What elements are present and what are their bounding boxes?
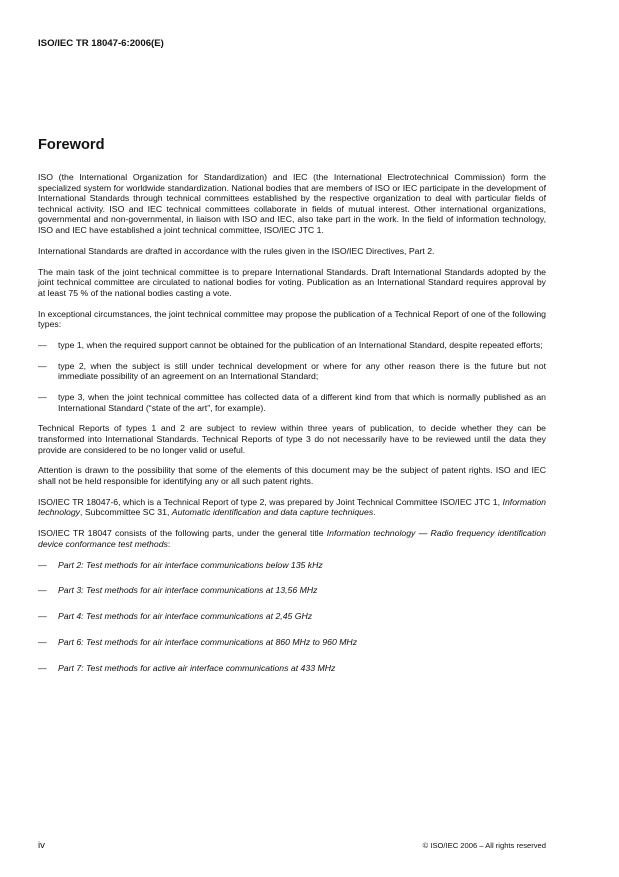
- text-run: , Subcommittee SC 31,: [80, 507, 172, 518]
- part-title: Part 4: Test methods for air interface communications at 2,45 GHz: [58, 611, 313, 622]
- text-run: ISO/IEC TR 18047 consists of the following parts, under the general title: [38, 528, 327, 539]
- paragraph-intro: ISO (the International Organization for Standardization) and IEC (the International Electrotechnical Commission) form the specialized system for worldwide standardization. National bodies that are members of ISO or IEC participate in the development of International Standards through technical committees established by the respective organization to deal with particular fields of technical activity. ISO and IEC technical committees collaborate in fields of mutual interest. Other international organizations, governmental and non-governmental, in liaison with ISO and IEC, also take part in the work. In the field of information technology, ISO and IEC have established a joint technical committee, ISO/IEC JTC 1.: [38, 172, 546, 235]
- dash-bullet: —: [38, 585, 47, 596]
- text-run: .: [373, 507, 376, 518]
- foreword-body: [38, 172, 546, 689]
- list-item-type-2: [38, 361, 546, 382]
- list-item-part-4: [38, 611, 546, 622]
- dash-bullet: —: [38, 611, 47, 622]
- paragraph-main-task: The main task of the joint technical committee is to prepare International Standards. Draft International Standards adopted by the joint technical committee are circulated to national bodies for voting. Publication as an International Standard requires approval by at least 75 % of the national bodies casting a vote.: [38, 266, 546, 298]
- section-title: Foreword: [38, 137, 105, 153]
- list-item-text: type 1, when the required support cannot be obtained for the publication of an International Standard, despite repeated efforts;: [58, 339, 543, 350]
- paragraph-parts-intro: [38, 528, 546, 549]
- document-header-id: ISO/IEC TR 18047-6:2006(E): [38, 38, 164, 49]
- part-title: Part 3: Test methods for air interface communications at 13,56 MHz: [58, 585, 318, 596]
- parts-list: [38, 560, 546, 675]
- list-item-text: type 3, when the joint technical committee has collected data of a different kind from that which is normally published as an International Standard (“state of the art”, for example).: [58, 392, 546, 413]
- list-item-text: type 2, when the subject is still under technical development or where for any other reason there is the future but not immediate possibility of an agreement on an International Standard;: [58, 360, 546, 382]
- dash-bullet: —: [38, 360, 47, 371]
- list-item-type-1: [38, 340, 546, 351]
- italic-committee-title: Information technology: [38, 496, 546, 518]
- dash-bullet: —: [38, 392, 47, 403]
- part-title: Part 2: Test methods for air interface communications below 135 kHz: [58, 559, 323, 570]
- italic-general-title: Information technology — Radio frequency identification device conformance test methods: [38, 528, 546, 549]
- paragraph-exceptional: In exceptional circumstances, the joint technical committee may propose the publication of a Technical Report of one of the following types:: [38, 308, 546, 330]
- copyright-notice: © ISO/IEC 2006 – All rights reserved: [422, 841, 546, 850]
- list-item-part-2: [38, 560, 546, 571]
- text-run: :: [167, 538, 171, 549]
- list-item-part-6: [38, 637, 546, 648]
- list-item-part-7: [38, 663, 546, 674]
- paragraph-review: Technical Reports of types 1 and 2 are subject to review within three years of publication, to decide whether they can be transformed into International Standards. Technical Reports of type 3 do not necessarily have to be reviewed until the data they provide are considered to be no longer valid or useful.: [38, 423, 546, 455]
- list-item-part-3: [38, 585, 546, 596]
- paragraph-patent: Attention is drawn to the possibility that some of the elements of this document may be the subject of patent rights. ISO and IEC shall not be held responsible for identifying any or all such patent rights.: [38, 465, 546, 486]
- list-item-type-3: [38, 392, 546, 413]
- dash-bullet: —: [38, 559, 47, 570]
- paragraph-directives: International Standards are drafted in accordance with the rules given in the ISO/IEC Directives, Part 2.: [38, 245, 435, 256]
- italic-subcommittee-title: Automatic identification and data capture techniques: [171, 507, 374, 518]
- dash-bullet: —: [38, 637, 47, 648]
- part-title: Part 7: Test methods for active air interface communications at 433 MHz: [58, 663, 336, 674]
- dash-bullet: —: [38, 663, 47, 674]
- paragraph-prepared-by: [38, 497, 546, 518]
- text-run: ISO/IEC TR 18047-6, which is a Technical Report of type 2, was prepared by Joint Technical Committee ISO/IEC JTC 1,: [38, 496, 503, 507]
- dash-bullet: —: [38, 339, 47, 350]
- page-number: iv: [38, 840, 45, 851]
- part-title: Part 6: Test methods for air interface communications at 860 MHz to 960 MHz: [58, 637, 358, 648]
